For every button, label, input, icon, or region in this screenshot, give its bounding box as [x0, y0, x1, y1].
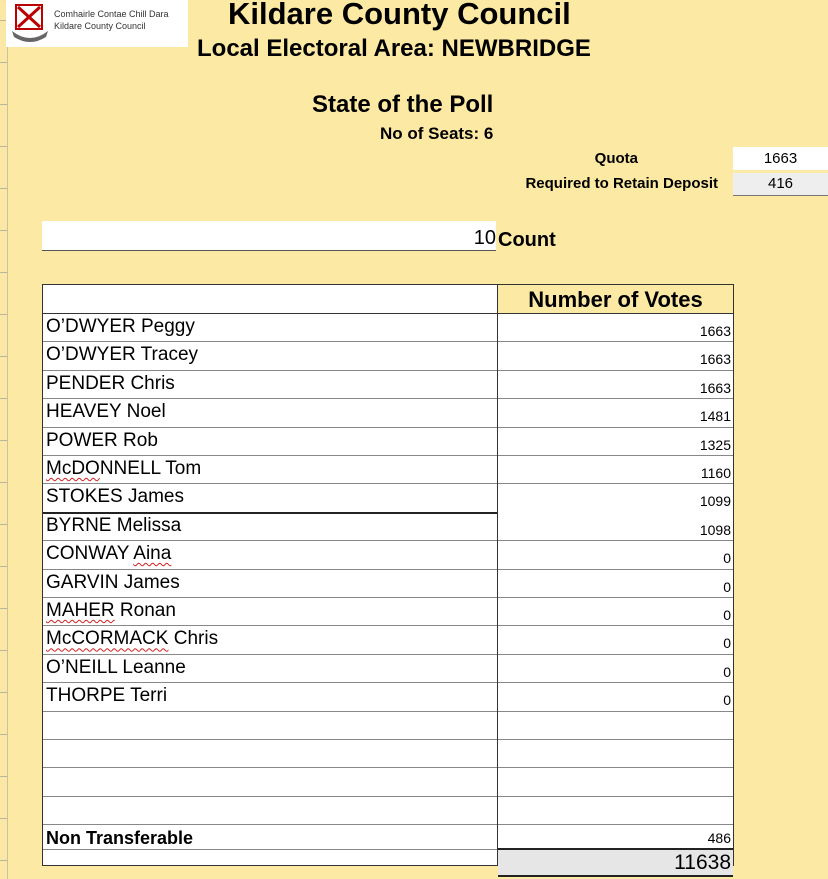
non-transferable-votes: 486 [707, 830, 731, 847]
table-row[interactable] [43, 513, 733, 541]
non-transferable-label: Non Transferable [46, 828, 194, 849]
table-row[interactable] [43, 399, 733, 427]
table-row[interactable] [43, 428, 733, 456]
logo-english-name: Kildare County Council [54, 21, 146, 31]
candidate-name: McDONNELL Tom [46, 458, 202, 479]
blank-row[interactable] [43, 740, 733, 768]
candidate-votes: 0 [723, 550, 731, 567]
table-row[interactable] [43, 456, 733, 484]
candidate-votes: 1160 [700, 465, 731, 481]
table-row[interactable] [43, 570, 733, 598]
candidate-name: BYRNE Melissa [46, 514, 182, 536]
seats-label: No of Seats: 6 [380, 124, 494, 143]
candidate-votes: 0 [723, 607, 731, 623]
candidate-name: THORPE Terri [46, 685, 168, 707]
page-title: Kildare County Council [228, 0, 571, 31]
candidate-votes: 1098 [699, 521, 731, 538]
table-row[interactable] [43, 371, 733, 399]
votes-column-header: Number of Votes [528, 287, 703, 312]
candidate-name: O’NEILL Leanne [46, 656, 186, 678]
candidate-votes: 0 [723, 663, 731, 680]
deposit-label: Required to Retain Deposit [525, 175, 718, 192]
votes-table [42, 284, 734, 875]
count-number-cell[interactable]: 10 [42, 221, 496, 251]
candidate-name: McCORMACK Chris [46, 628, 219, 650]
crest-icon [12, 3, 48, 43]
candidate-name: STOKES James [46, 486, 184, 508]
council-logo [6, 0, 188, 47]
candidate-name: O’DWYER Peggy [46, 316, 195, 337]
candidate-name: POWER Rob [46, 429, 158, 451]
candidate-name: MAHER Ronan [46, 600, 176, 621]
candidate-name: PENDER Chris [46, 372, 175, 394]
candidate-votes: 1663 [699, 351, 731, 368]
quota-label: Quota [594, 150, 638, 167]
total-votes-cell[interactable]: 11638 [498, 848, 733, 877]
candidate-votes: 1325 [699, 436, 731, 453]
blank-row[interactable] [43, 712, 733, 740]
candidate-votes: 0 [723, 578, 731, 595]
count-label: Count [498, 229, 556, 251]
table-row[interactable] [43, 484, 733, 512]
state-of-poll-heading: State of the Poll [312, 91, 494, 118]
blank-row[interactable] [43, 768, 733, 796]
candidate-name: HEAVEY Noel [46, 401, 166, 423]
deposit-cell[interactable]: 416 [733, 173, 828, 196]
table-row[interactable] [43, 342, 733, 370]
candidate-votes: 1481 [699, 408, 731, 425]
candidate-name: CONWAY Aina [46, 543, 172, 565]
blank-row[interactable] [43, 797, 733, 825]
table-row[interactable] [43, 314, 733, 342]
quota-cell[interactable]: 1663 [733, 147, 828, 170]
candidate-votes: 1663 [699, 323, 731, 339]
candidate-votes: 0 [723, 692, 731, 709]
candidate-name: GARVIN James [46, 571, 180, 593]
logo-irish-name: Comhairle Contae Chill Dara [54, 9, 169, 19]
table-row[interactable] [43, 541, 733, 569]
table-row[interactable] [43, 626, 733, 654]
candidate-name: O’DWYER Tracey [46, 344, 199, 366]
table-row[interactable] [43, 655, 733, 683]
candidate-votes: 1099 [699, 493, 731, 510]
candidate-votes: 0 [723, 635, 731, 652]
table-row[interactable] [43, 683, 733, 711]
table-row[interactable] [43, 598, 733, 626]
electoral-area: Local Electoral Area: NEWBRIDGE [197, 35, 591, 62]
candidate-votes: 1663 [699, 379, 731, 396]
